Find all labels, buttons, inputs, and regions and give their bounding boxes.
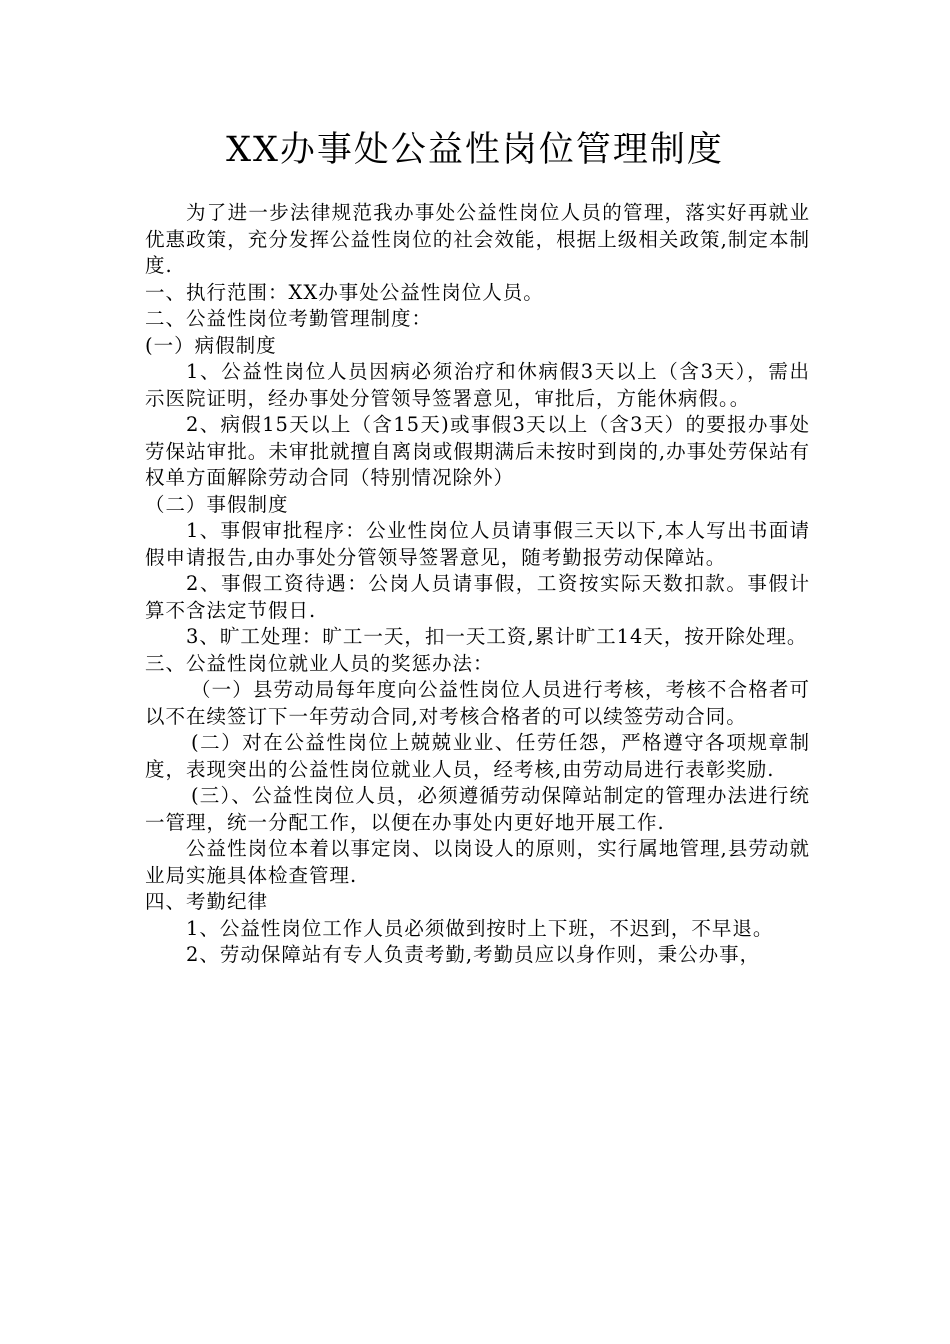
document-title: XX办事处公益性岗位管理制度 [226,130,724,170]
attendance-item-1: 1、公益性岗位工作人员必须做到按时上下班，不迟到，不早退。 [186,916,774,940]
reward-item-3: (三）、公益性岗位人员，必须遵循劳动保障站制定的管理办法进行统一管理，统一分配工作，以便在办事处内更好地开展工作. [145,784,810,834]
sick-leave-heading: (一）病假制度 [145,333,277,357]
personal-leave-item-2: 2、事假工资待遇：公岗人员请事假，工资按实际天数扣款。事假计算不含法定节假日. [145,572,810,622]
reward-item-2: (二）对在公益性岗位上兢兢业业、任劳任怨，严格遵守各项规章制度，表现突出的公益性岗位就业人员，经考核,由劳动局进行表彰奖励. [145,731,810,781]
document-body [145,200,810,969]
section-1-heading: 一、执行范围：XX办事处公益性岗位人员。 [145,280,544,304]
reward-item-4: 公益性岗位本着以事定岗、以岗设人的原则，实行属地管理,县劳动就业局实施具体检查管理. [145,837,810,887]
personal-leave-heading: （二）事假制度 [145,492,289,516]
sick-leave-item-2: 2、病假15天以上（含15天)或事假3天以上（含3天）的要报办事处劳保站审批。未审批就擅自离岗或假期满后未按时到岗的,办事处劳保站有权单方面解除劳动合同（特别情况除外） [145,413,810,489]
attendance-item-2: 2、劳动保障站有专人负责考勤,考勤员应以身作则，秉公办事， [186,943,761,966]
section-4-heading: 四、考勤纪律 [145,890,269,913]
personal-leave-item-3: 3、旷工处理：旷工一天，扣一天工资,累计旷工14天，按开除处理。 [186,625,808,648]
reward-item-1: （一）县劳动局每年度向公益性岗位人员进行考核，考核不合格者可以不在续签订下一年劳动合同,对考核合格者的可以续签劳动合同。 [145,678,810,728]
personal-leave-item-1: 1、事假审批程序：公业性岗位人员请事假三天以下,本人写出书面请假申请报告,由办事处分管领导签署意见，随考勤报劳动保障站。 [145,519,810,569]
section-3-heading: 三、公益性岗位就业人员的奖惩办法： [145,651,494,675]
section-2-heading: 二、公益性岗位考勤管理制度： [145,307,433,330]
intro-paragraph: 为了进一步法律规范我办事处公益性岗位人员的管理，落实好再就业优惠政策，充分发挥公益性岗位的社会效能，根据上级相关政策,制定本制度. [145,201,810,277]
sick-leave-item-1: 1、公益性岗位人员因病必须治疗和休病假3天以上（含3天），需出示医院证明，经办事处分管领导签署意见，审批后，方能休病假。。 [145,360,810,410]
